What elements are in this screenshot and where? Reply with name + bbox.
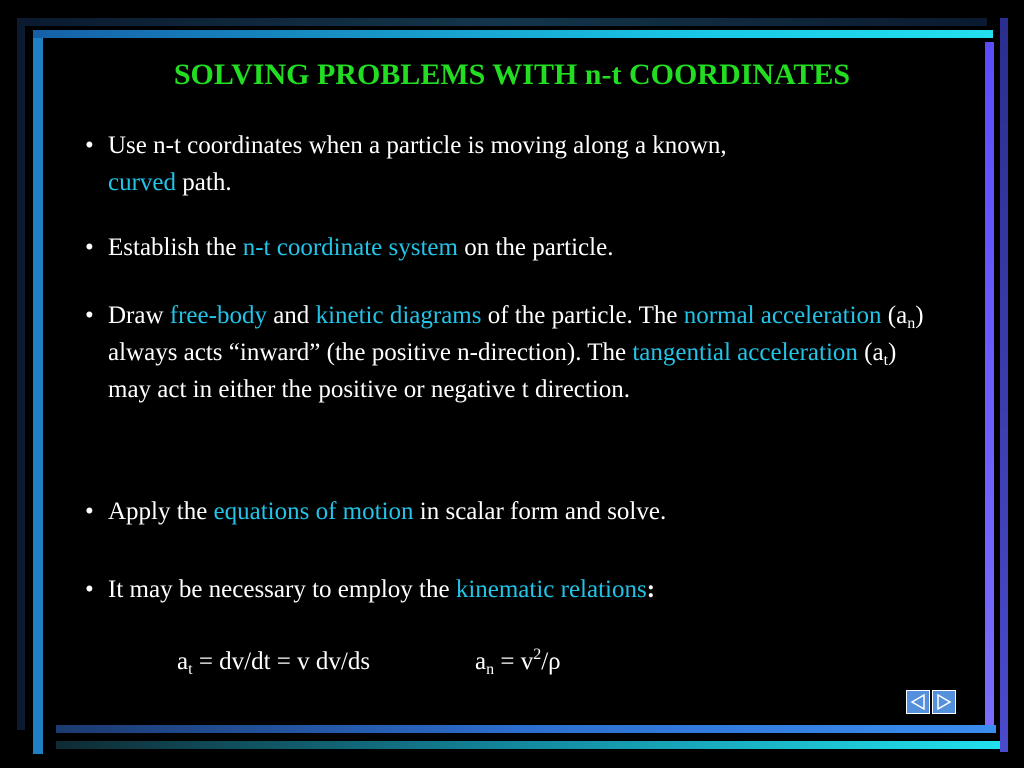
highlight-term: free-body (169, 302, 267, 329)
frame-top-dark-bar (17, 18, 987, 26)
frame-bottom-bar (56, 725, 996, 733)
bullet-text: Draw free-body and kinetic diagrams of the particle. The normal acceleration $(a_n)$ always acts “inward” (the positive n-direction). The tangential acceleration $(a_t)$ may act in either the positive or negative t direction. (108, 302, 924, 403)
frame-right-outer-bar (1000, 18, 1008, 752)
bullet-marker: • (85, 234, 94, 261)
bullet-marker: • (85, 132, 94, 159)
frame-right-bar (985, 42, 994, 728)
subscript: t (883, 352, 889, 369)
next-slide-button[interactable] (932, 690, 956, 714)
bullet-text: Establish the n-t coordinate system on the particle. (108, 234, 614, 261)
previous-slide-button[interactable] (906, 690, 930, 714)
frame-bottom-outer-bar (56, 741, 1000, 749)
bullet-text: Apply the equations of motion in scalar form and solve. (108, 498, 667, 525)
bullet-text: Use n-t coordinates when a particle is moving along a known, curved path. (108, 132, 727, 196)
triangle-left-icon (907, 691, 929, 713)
bullet-item-3 (85, 297, 945, 408)
superscript: 2 (533, 646, 542, 663)
slide-title: SOLVING PROBLEMS WITH n-t COORDINATES (173, 58, 851, 91)
subscript: n (907, 315, 916, 332)
frame-left-dark-bar (17, 18, 25, 730)
subscript: n (486, 661, 495, 678)
highlight-term: n-t coordinate system (242, 234, 458, 261)
bullet-marker: • (85, 576, 94, 603)
bullet-item-2 (85, 229, 945, 266)
subscript: t (188, 661, 193, 678)
highlight-term: normal acceleration (683, 302, 882, 329)
formula-tangential: $a_t = dv/dt = v$ dv/ds (177, 648, 371, 678)
bullet-item-5 (85, 571, 945, 608)
highlight-term: kinetic diagrams (315, 302, 482, 329)
highlight-term: curved (108, 169, 177, 196)
bullet-item-4 (85, 493, 945, 530)
highlight-term: equations of motion (213, 498, 414, 525)
formula-normal: $a_n = v^2/\rho$ (475, 646, 561, 678)
triangle-right-icon (933, 691, 955, 713)
bullet-text: It may be necessary to employ the kinematic relations: (108, 576, 656, 603)
bullet-marker: • (85, 302, 94, 329)
bullet-item-1 (85, 127, 945, 201)
highlight-term: kinematic relations (455, 576, 647, 603)
frame-top-bar (33, 30, 993, 38)
bullet-marker: • (85, 498, 94, 525)
highlight-term: tangential acceleration (632, 339, 858, 366)
frame-left-bar (33, 30, 43, 754)
